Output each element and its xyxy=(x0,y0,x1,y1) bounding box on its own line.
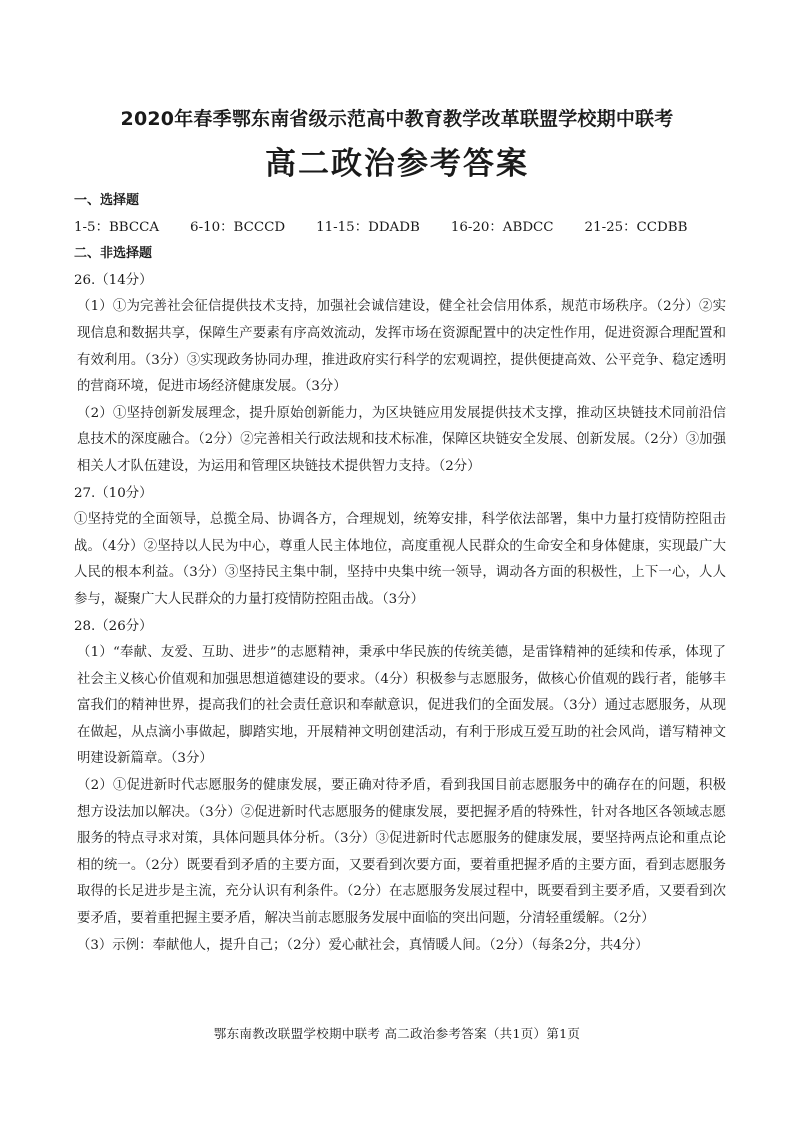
question-27-label: 27.（10分） xyxy=(74,485,153,501)
exam-title: 2020年春季鄂东南省级示范高中教育教学改革联盟学校期中联考 xyxy=(120,108,674,130)
question-26-part-2: （2）①坚持创新发展理念，提升原始创新能力，为区块链应用发展提供技术支撑，推动区块链技术同前沿信息技术的深度融合。（2分）②完善相关行政法规和技术标准，保障区块链安全发展、创新发展。（2分）③加强相关人才队伍建设，为运用和管理区块链技术提供智力支持。（2分） xyxy=(77,405,726,474)
question-28-part-2: （2）①促进新时代志愿服务的健康发展，要正确对待矛盾，看到我国目前志愿服务中的确存在的问题，积极想方设法加以解决。（3分）②促进新时代志愿服务的健康发展，要把握矛盾的特殊性，针对各地区各领域志愿服务的特点寻求对策，具体问题具体分析。（3分）③促进新时代志愿服务的健康发展，要坚持两点论和重点论相的统一。（2分）既要看到矛盾的主要方面，又要看到次要方面，要着重把握矛盾的主要方面，看到志愿服务取得的长足进步是主流，充分认识有利条件。（2分）在志愿服务发展过程中，既要看到主要矛盾，又要看到次要矛盾，要着重把握主要矛盾，解决当前志愿服务发展中面临的突出问题，分清轻重缓解。（2分） xyxy=(77,778,726,927)
choice-answer-group: 21-25：CCDBB xyxy=(584,219,688,235)
choice-answers-row xyxy=(74,215,726,242)
question-28-part-3: （3）示例：奉献他人，提升自己；（2分）爱心献社会，真情暖人间。（2分）（每条2分，共4分） xyxy=(77,937,649,953)
question-28-label: 28.（26分） xyxy=(74,618,153,634)
answer-content xyxy=(74,188,726,959)
choice-answer-group: 16-20：ABDCC xyxy=(450,219,554,235)
document-title: 高二政治参考答案 xyxy=(265,146,529,182)
question-26-part-1: （1）①为完善社会征信提供技术支持，加强社会诚信建设，健全社会信用体系，规范市场秩序。（2分）②实现信息和数据共享，保障生产要素有序高效流动，发挥市场在资源配置中的决定性作用，促进资源合理配置和有效利用。（3分）③实现政务协同办理，推进政府实行科学的宏观调控，提供便捷高效、公平竞争、稳定透明的营商环境，促进市场经济健康发展。（3分） xyxy=(77,299,726,395)
section-heading-choice: 一、选择题 xyxy=(74,193,140,208)
choice-answer-group: 1-5：BBCCA xyxy=(74,219,160,235)
choice-answer-group: 11-15：DDADB xyxy=(316,219,420,235)
question-26-label: 26.（14分） xyxy=(74,272,153,288)
page-footer: 鄂东南教改联盟学校期中联考 高二政治参考答案（共1页）第1页 xyxy=(213,1026,581,1041)
question-27-answer: ①坚持党的全面领导，总揽全局、协调各方，合理规划，统筹安排，科学依法部署，集中力量打疫情防控阻击战。（4分）②坚持以人民为中心，尊重人民主体地位，高度重视人民群众的生命安全和身体健康，实现最广大人民的根本利益。（3分）③坚持民主集中制，坚持中央集中统一领导，调动各方面的积极性，上下一心，人人参与，凝聚广大人民群众的力量打疫情防控阻击战。（3分） xyxy=(74,512,726,607)
choice-answer-group: 6-10：BCCCD xyxy=(190,219,286,235)
section-heading-nonchoice: 二、非选择题 xyxy=(74,246,153,262)
question-28-part-1: （1）“奉献、友爱、互助、进步”的志愿精神，秉承中华民族的传统美德，是雷锋精神的延续和传承，体现了社会主义核心价值观和加强思想道德建设的要求。（4分）积极参与志愿服务，做核心价值观的践行者，能够丰富我们的精神世界，提高我们的社会责任意识和奉献意识，促进我们的全面发展。（3分）通过志愿服务，从现在做起，从点滴小事做起，脚踏实地，开展精神文明创建活动，有利于形成互爱互助的社会风尚，谱写精神文明建设新篇章。（3分） xyxy=(77,645,726,767)
